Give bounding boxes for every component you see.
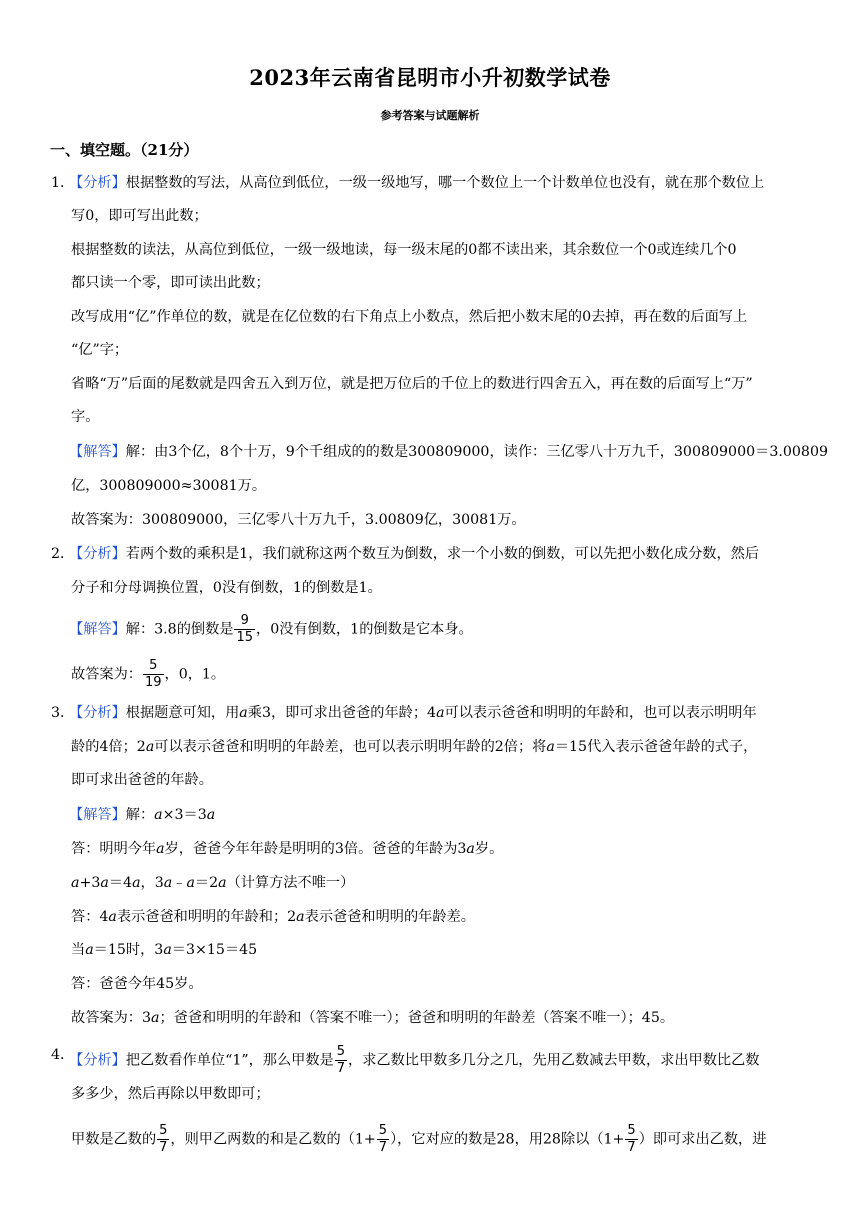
answer-tag: 【解答】 [69, 621, 126, 638]
fraction [157, 1124, 169, 1155]
q3-line-6: a+3a＝4a，3a﹣a＝2a（计算方法不唯一） [71, 875, 355, 891]
analysis-tag: 【分析】 [69, 705, 126, 721]
q3-line-4 [69, 805, 215, 825]
denominator: 15 [236, 630, 254, 645]
q2-answer-text: 解：3.8的倒数是 [125, 621, 234, 638]
q1-analysis-text: 根据整数的写法，从高位到低位，一级一级地写，哪一个数位上一个计数单位也没有，就在那个数位上 [125, 175, 765, 191]
section-heading: 一、填空题。（21分） [50, 141, 199, 159]
q3-line-7: 答：4a表示爸爸和明明的年龄和；2a表示爸爸和明明的年龄差。 [71, 909, 475, 925]
q1-line-5: 改写成用“亿”作单位的数，就是在亿位数的右下角点上小数点，然后把小数末尾的0去掉，再在数的后面写上 [71, 309, 748, 325]
numerator: 5 [149, 658, 158, 673]
q4-text-c: ），它对应的数是28，用28除以（1+ [390, 1131, 625, 1148]
q2-analysis-text: 若两个数的乘积是1，我们就称这两个数互为倒数，求一个小数的倒数，可以先把小数化成分数，然后 [125, 546, 760, 562]
question-number-4: 4． [51, 1047, 75, 1063]
question-number-1: 1． [51, 175, 75, 191]
q1-line-4: 都只读一个零，即可读出此数； [71, 275, 270, 291]
analysis-tag: 【分析】 [69, 1052, 126, 1069]
q2-line-1 [69, 544, 759, 564]
answer-tag: 【解答】 [69, 807, 126, 823]
q1-line-9 [69, 442, 828, 462]
numerator: 9 [240, 613, 249, 628]
q1-answer-text: 解：由3个亿，8个十万，9个千组成的的数是300809000，读作：三亿零八十万九千，300809000＝3.00809 [125, 444, 828, 460]
q3-line-10: 故答案为：3a；爸爸和明明的年龄和（答案不唯一）；爸爸和明明的年龄差（答案不唯一）；45。 [71, 1010, 675, 1026]
q2-line-4 [71, 659, 225, 690]
fraction [625, 1124, 637, 1155]
denominator: 7 [378, 1140, 388, 1155]
q1-line-2: 写0，即可写出此数； [71, 208, 208, 224]
q2-line-3 [69, 614, 473, 645]
fraction [143, 659, 164, 690]
q2-answer-tail: ，0没有倒数，1的倒数是它本身。 [256, 621, 473, 638]
q3-line-9: 答：爸爸今年45岁。 [71, 976, 203, 992]
q1-line-7: 省略“万”后面的尾数就是四舍五入到万位，就是把万位后的千位上的数进行四舍五入，再在数的后面写上“万” [71, 376, 753, 392]
numerator: 5 [378, 1123, 388, 1138]
q3-line-5: 答：明明今年a岁，爸爸今年年龄是明明的3倍。爸爸的年龄为3a岁。 [71, 841, 504, 857]
q3-answer-text: 解：a×3＝3a [125, 807, 216, 823]
q3-line-8: 当a＝15时，3a＝3×15＝45 [71, 942, 258, 958]
q2-result-label: 故答案为： [71, 666, 142, 683]
denominator: 7 [336, 1061, 346, 1076]
analysis-tag: 【分析】 [69, 546, 126, 562]
q4-line-1 [69, 1045, 759, 1076]
page-title: 2023年云南省昆明市小升初数学试卷 [249, 65, 611, 90]
q4-text-b: ，则甲乙两数的和是乙数的（1+ [170, 1131, 376, 1148]
q4-text-a: 甲数是乙数的 [71, 1131, 157, 1148]
analysis-tag: 【分析】 [69, 175, 126, 191]
q4-analysis-text: 把乙数看作单位“1”，那么甲数是 [125, 1052, 334, 1069]
q1-line-10: 亿，300809000≈30081万。 [71, 478, 267, 494]
fraction [377, 1124, 389, 1155]
q4-analysis-tail: ，求乙数比甲数多几分之几，先用乙数减去甲数，求出甲数比乙数 [348, 1052, 760, 1069]
q1-line-1 [69, 173, 764, 193]
page-subtitle: 参考答案与试题解析 [380, 109, 480, 122]
question-number-3: 3． [51, 705, 75, 721]
q1-line-11: 故答案为：300809000，三亿零八十万九千，3.00809亿，30081万。 [71, 512, 526, 528]
fraction [234, 614, 255, 645]
q3-analysis-text: 根据题意可知，用a乘3，即可求出爸爸的年龄；4a可以表示爸爸和明明的年龄和，也可以表示明明年 [125, 705, 757, 721]
q4-text-d: ）即可求出乙数，进 [638, 1131, 767, 1148]
denominator: 7 [159, 1140, 168, 1155]
numerator: 5 [336, 1044, 346, 1059]
q1-line-8: 字。 [71, 409, 100, 425]
q2-result-tail: ，0，1。 [164, 666, 226, 683]
denominator: 7 [627, 1140, 636, 1155]
q3-line-3: 即可求出爸爸的年龄。 [71, 772, 213, 788]
numerator: 5 [627, 1123, 636, 1138]
fraction [335, 1045, 347, 1076]
q4-line-2: 多多少，然后再除以甲数即可； [71, 1086, 270, 1102]
q2-line-2: 分子和分母调换位置，0没有倒数，1的倒数是1。 [71, 580, 382, 596]
q3-line-2: 龄的4倍；2a可以表示爸爸和明明的年龄差，也可以表示明明年龄的2倍；将a＝15代入表示爸爸年龄的式子， [71, 739, 758, 755]
q3-line-1 [69, 703, 757, 723]
question-number-2: 2． [51, 546, 75, 562]
q4-line-3 [71, 1124, 766, 1155]
numerator: 5 [159, 1123, 168, 1138]
answer-tag: 【解答】 [69, 444, 126, 460]
denominator: 19 [144, 675, 162, 690]
q1-line-3: 根据整数的读法，从高位到低位，一级一级地读，每一级末尾的0都不读出来，其余数位一个0或连续几个0 [71, 242, 737, 258]
q1-line-6: “亿”字； [71, 342, 129, 358]
